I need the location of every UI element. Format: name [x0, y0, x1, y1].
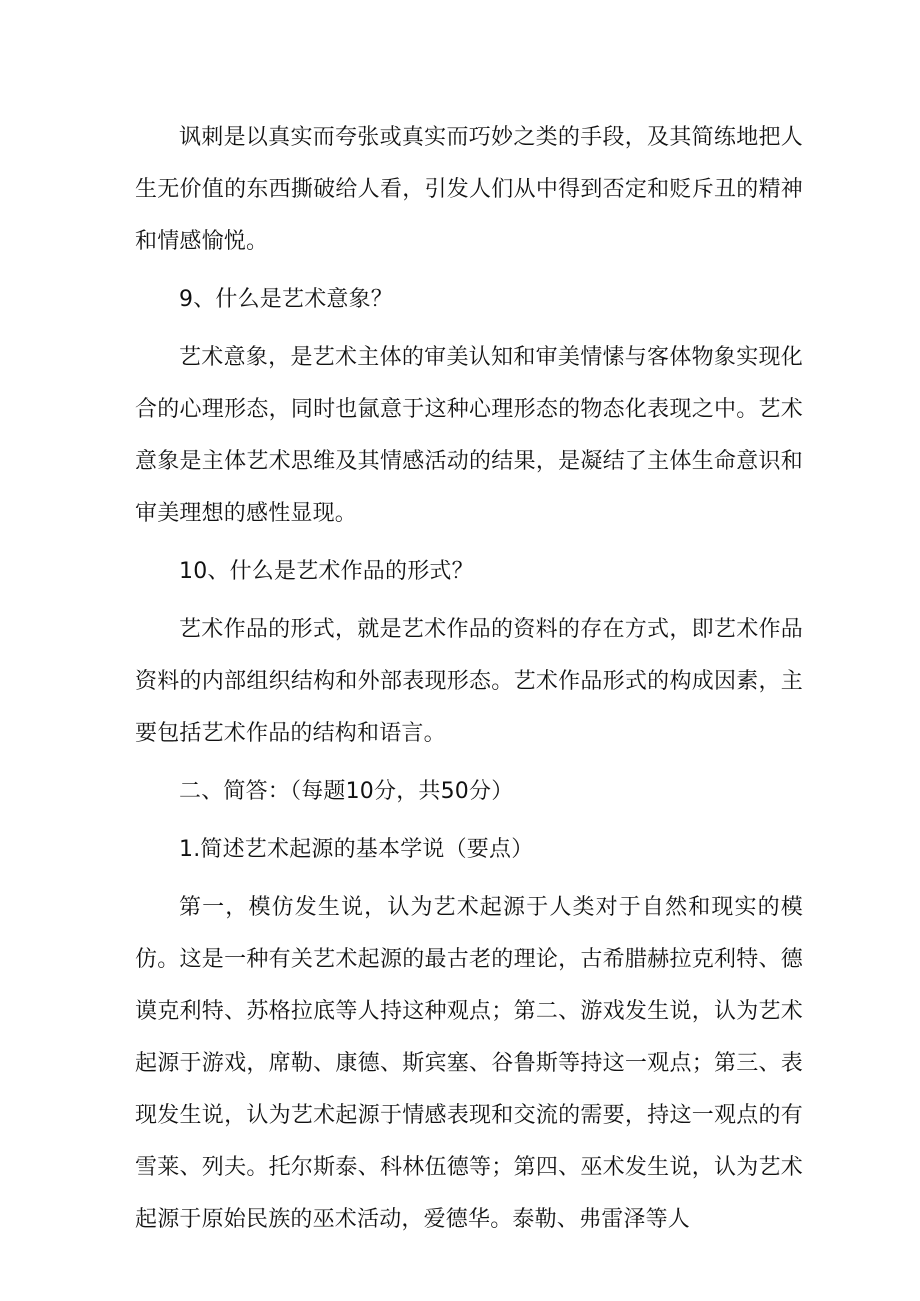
section-2-heading: 二、简答：（每题10分，共50分）: [179, 779, 514, 804]
art-imagery-paragraph: 艺术意象，是艺术主体的审美认知和审美情愫与客体物象实现化合的心理形态，同时也氤意于这种心理形态的物态化表现之中。艺术意象是主体艺术思维及其情感活动的结果，是凝结了主体生命意识和审美理想的感性显现。: [135, 345, 803, 526]
art-origin-theories-paragraph: 第一，模仿发生说，认为艺术起源于人类对于自然和现实的模仿。这是一种有关艺术起源的最古老的理论，古希腊赫拉克利特、德谟克利特、苏格拉底等人持这种观点；第二、游戏发生说，认为艺术起源于游戏，席勒、康德、斯宾塞、谷鲁斯等持这一观点；第三、表现发生说，认为艺术起源于情感表现和交流的需要，持这一观点的有雪莱、列夫。托尔斯泰、科林伍德等；第四、巫术发生说，认为艺术起源于原始民族的巫术活动，爱德华。泰勒、弗雷泽等人: [135, 895, 803, 1232]
art-form-paragraph: 艺术作品的形式，就是艺术作品的资料的存在方式，即艺术作品资料的内部组织结构和外部表现形态。艺术作品形式的构成因素，主要包括艺术作品的结构和语言。: [135, 617, 803, 746]
question-10-heading: 10、什么是艺术作品的形式？: [179, 559, 474, 584]
satire-definition-paragraph: 讽刺是以真实而夸张或真实而巧妙之类的手段，及其简练地把人生无价值的东西撕破给人看，引发人们从中得到否定和贬斥丑的精神和情感愉悦。: [135, 125, 803, 254]
document-body: [135, 112, 803, 1252]
short-answer-1-heading: 1.简述艺术起源的基本学说（要点）: [179, 837, 534, 862]
question-9-heading: 9、什么是艺术意象？: [179, 287, 393, 312]
